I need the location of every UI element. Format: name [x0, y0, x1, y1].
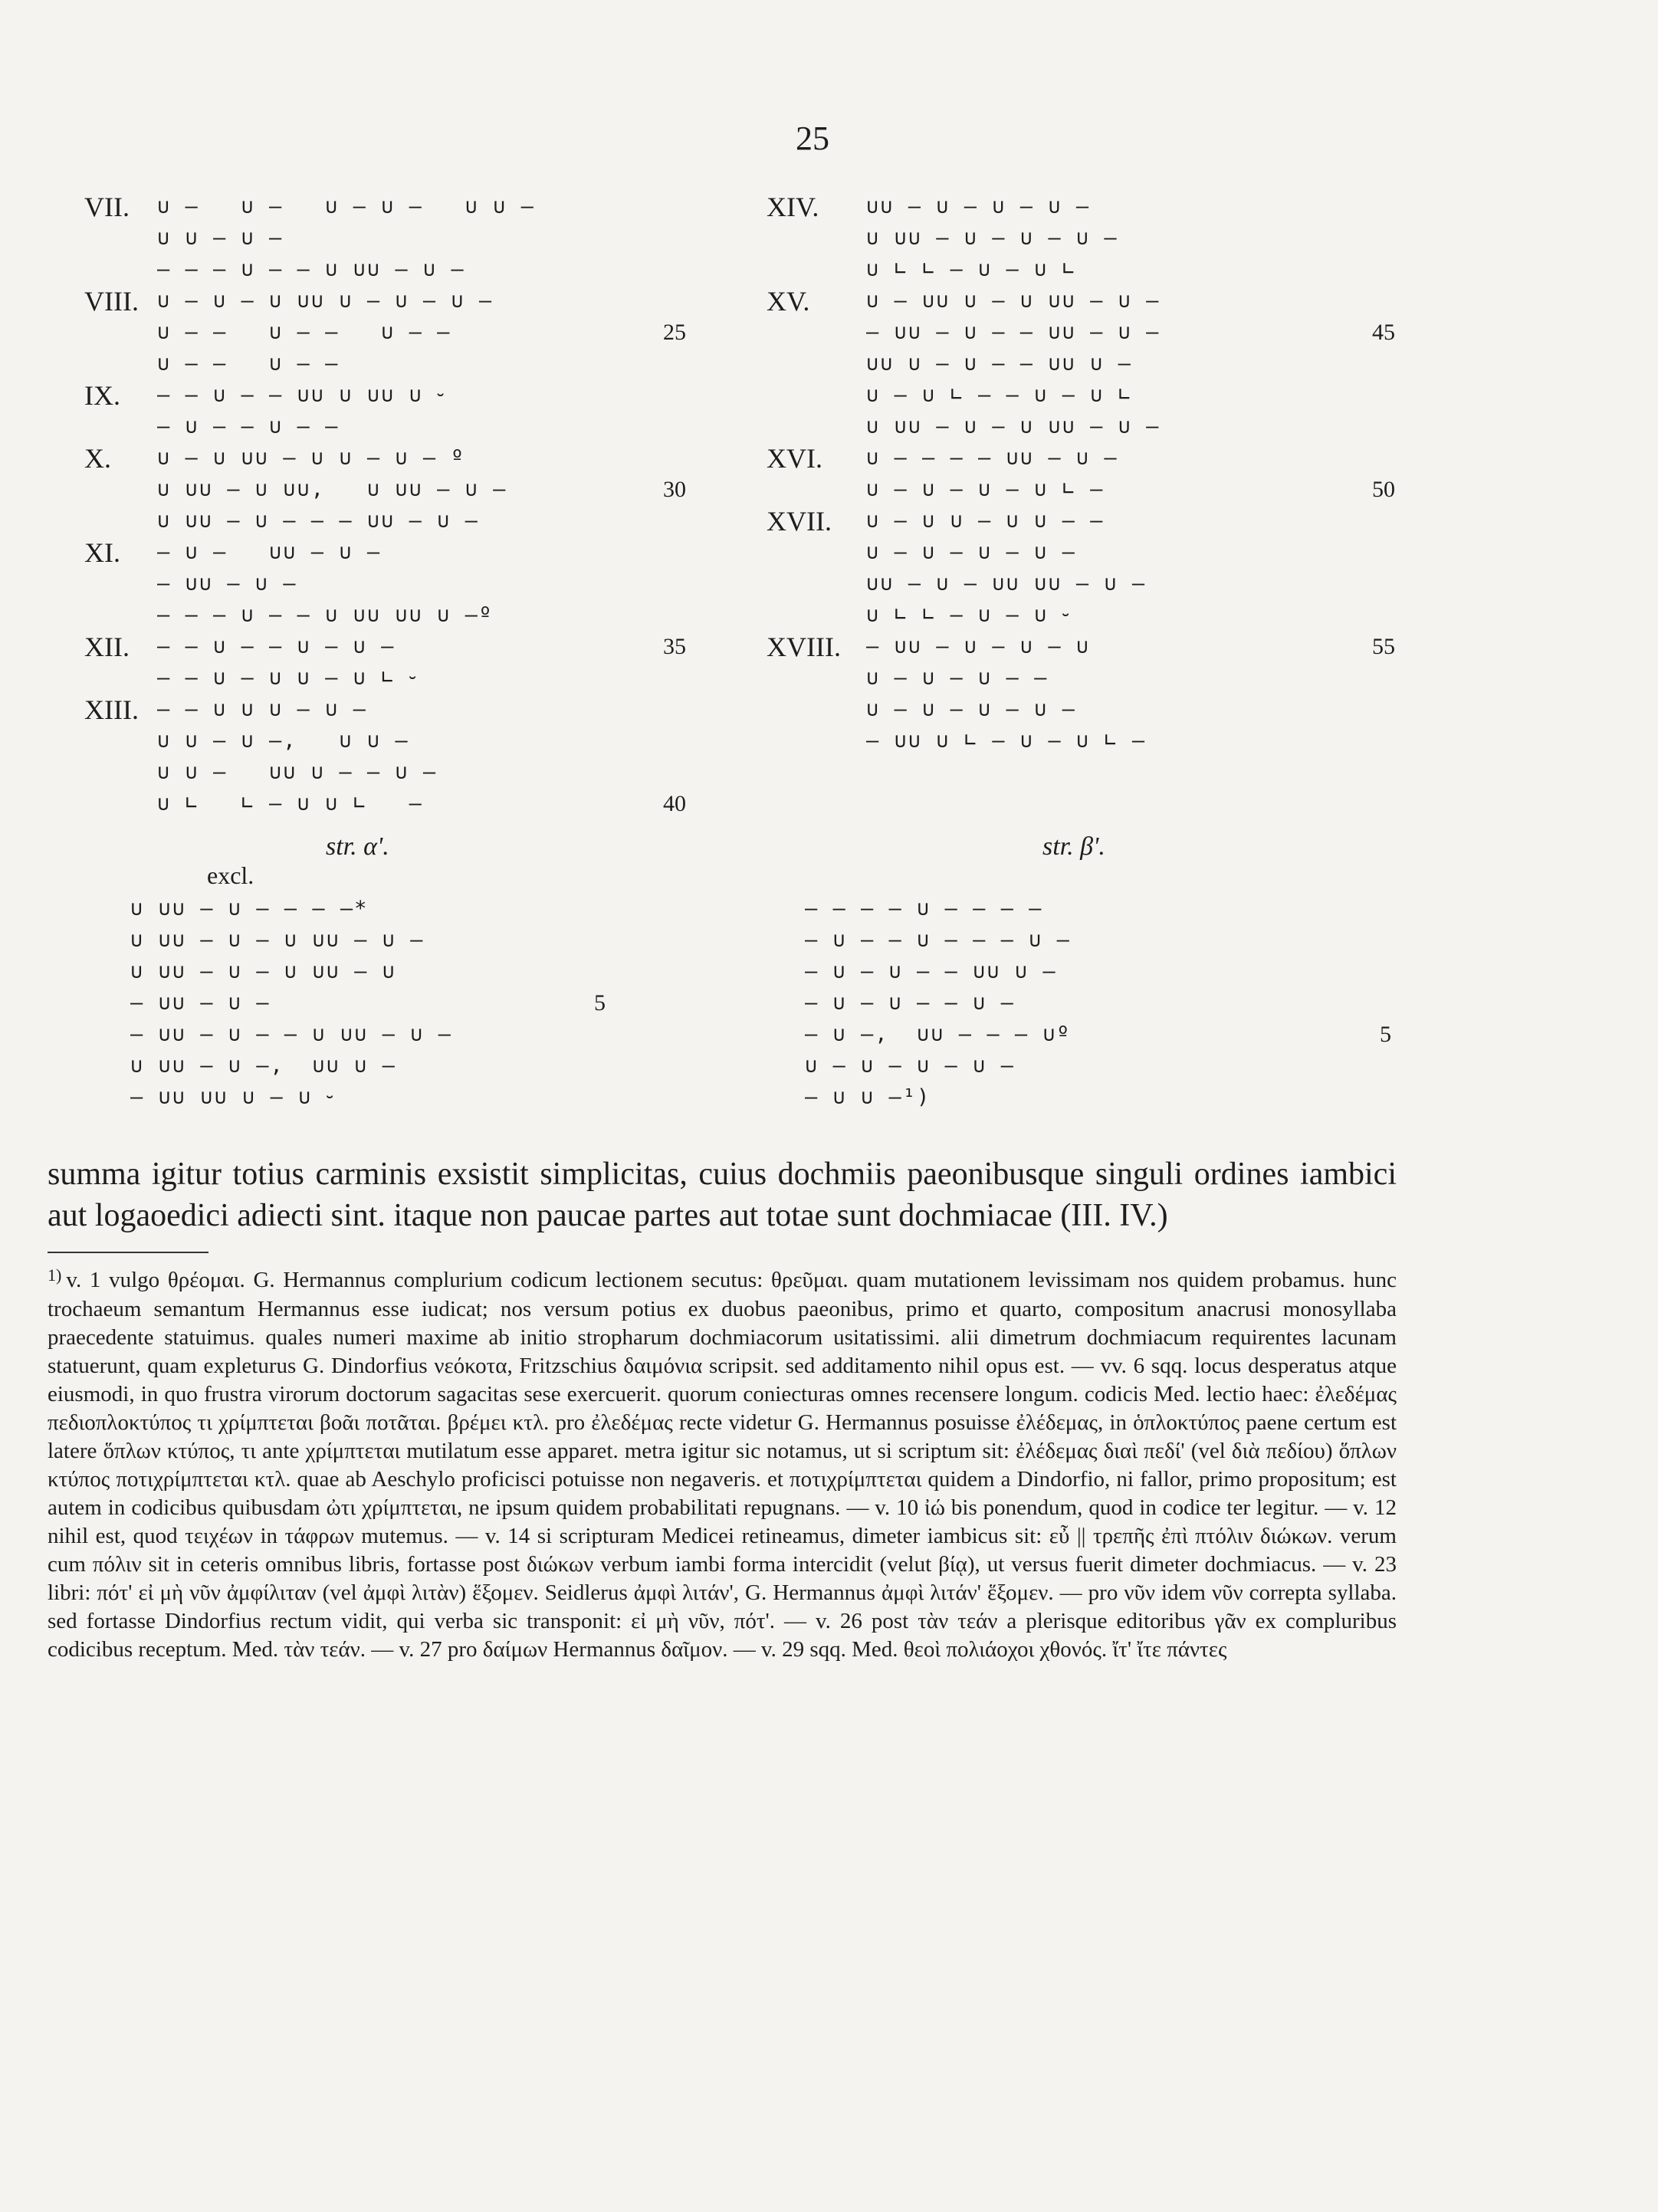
metrical-line: ∪ ∪∪ — ∪ — ∪ — ∪ — [866, 226, 1118, 250]
metrical-line: — ∪ —, ∪∪ — — — ∪º [805, 1022, 1071, 1046]
line-number: 25 [663, 320, 686, 345]
metrical-line: — ∪ — — ∪ — — — ∪ — [805, 928, 1071, 952]
line-number: 50 [1372, 477, 1395, 502]
metrical-line: ∪ — — ∪ — — ∪ — — [157, 320, 451, 344]
page-number: 25 [796, 120, 829, 157]
line-number: 40 [663, 791, 686, 816]
metrical-line: — — — ∪ — — ∪ ∪∪ — ∪ — [157, 258, 465, 281]
strophe-marker: str. α'. [326, 832, 389, 861]
metrical-line: ∪ — ∪ — ∪ — ∪ — [866, 697, 1076, 721]
summary-paragraph: summa igitur totius carminis exsistit simplicitas, cuius dochmiis paeonibusque singuli ordines iambici aut logaoedici adiecti sint. itaque non paucae partes aut totae sunt dochmiacae (III. IV.) [48, 1157, 1397, 1233]
metrical-line: ∪ — ∪ ∟ — — ∪ — ∪ ∟ [866, 383, 1132, 407]
metrical-line: ∪ — ∪ ∪ — ∪ ∪ — — [866, 509, 1105, 533]
strophe-label: XIV. [767, 192, 819, 222]
strophe-label: XII. [84, 632, 130, 662]
metrical-line: — ∪ — ∪ — — ∪∪ ∪ — [805, 960, 1057, 983]
strophe-label: XIII. [84, 694, 139, 725]
metrical-line: ∪ ∪ — ∪ — [157, 226, 284, 250]
metrical-line: ∪∪ — ∪ — ∪ — ∪ — [866, 195, 1091, 218]
metrical-line: ∪ — ∪ ∪∪ — ∪ ∪ — ∪ — º [157, 446, 465, 470]
metrical-line: — — ∪ ∪ ∪ — ∪ — [157, 697, 367, 721]
metrical-line: ∪ — ∪ — ∪ — ∪ — ∪ ∪ — [157, 195, 535, 218]
metrical-line: ∪ ∪ — ∪ —, ∪ ∪ — [157, 729, 409, 753]
metrical-line: ∪ ∪∪ — ∪ — ∪ ∪∪ — ∪ — [866, 415, 1161, 438]
metrical-line: ∪∪ — ∪ — ∪∪ ∪∪ — ∪ — [866, 572, 1147, 596]
metrical-line: — ∪∪ ∪ ∟ — ∪ — ∪ ∟ — [866, 729, 1147, 753]
metrical-line: — — ∪ — — ∪∪ ∪ ∪∪ ∪ ⏑ [157, 383, 446, 407]
strophe-label: IX. [84, 380, 120, 411]
line-number: 5 [1380, 1022, 1391, 1047]
metrical-line: ∪ — ∪ — ∪ — ∪ — [805, 1054, 1015, 1078]
strophe-label: VII. [84, 192, 130, 222]
metrical-scheme-right [767, 192, 1625, 1150]
footnote-rule [48, 1252, 208, 1253]
metrical-line: ∪ ∪∪ — ∪ — — — ∪∪ — ∪ — [157, 509, 479, 533]
metrical-line: — ∪∪ — ∪ — — ∪ ∪∪ — ∪ — [130, 1022, 452, 1046]
footnote-text: v. 1 vulgo θρέομαι. G. Hermannus complurium codicum lectionem secutus: θρεῦμαι. quam mutationem levissimam nos quidem probamus. hunc trochaeum semantum Hermannus esse iudicat; nos versum potius ex duobus paeonibus, primo et quarto, compositum anacrusi monosyllaba praecedente statuimus. quales numeri maxime ab initio stropharum dochmiacorum usitatissimi. alii dimetrum dochmiacum requirentes lacunam statuerunt, quam expleturus G. Dindorfius νεόκοτα, Fritzschius δαιμόνια scripsit. sed additamento nihil opus est. — vv. 6 sqq. locus desperatus atque eiusmodi, in quo frustra virorum doctorum sagacitas sese exercuerit. quorum coniecturas omnes recensere longum. codicis Med. lectio haec: ἐλεδέμας πεδιοπλοκτύπος τι χρίμπτεται βοᾶι ποτᾶται. βρέμει κτλ. pro ἐλεδέμας recte videtur G. Hermannus posuisse ἐλέδεμας, in ὁπλοκτύπος paene certum est latere ὅπλων κτύπος, τι ante χρίμπτεται mutilatum esse apparet. metra igitur sic notamus, ut si scriptum sit: ἐλέδεμας διαὶ πεδί' (vel διὰ πεδίου) ὅπλων κτύπος ποτιχρίμπτεται κτλ. quae ab Aeschylo proficisci potuisse non negaveris. et ποτιχρίμπτεται quidem a Dindorfio, ni fallor, primo propositum; est autem in codicibus quibusdam ὠτι χρίμπτεται, ne ipsum quidem probabilitati repugnans. — v. 10 ἰώ bis ponendum, quod in codice ter legitur. — v. 12 nihil est, quod τειχέων in τάφρων mutemus. — v. 14 si scripturam Medicei retineamus, dimeter iambicus sit: εὖ || τρεπῆς ἐπὶ πτόλιν διώκων. verum cum πόλιν sit in ceteris omnibus libris, fortasse post διώκων verbum iambi forma intercidit (velut βίᾳ), ut versus fuerit dimeter dochmiacus. — v. 23 libri: πότ' εἰ μὴ νῦν ἀμφίλιταν (vel ἀμφὶ λιτὰν) ἕξομεν. Seidlerus ἀμφὶ λιτάν', G. Hermannus ἀμφὶ λιτάν' ἕξομεν. — pro νῦν idem νῦν correpta syllaba. sed fortasse Dindorfius rectum vidit, qui verba sic transponit: εἰ μὴ νῦν, πότ'. — v. 26 post τὰν τεάν a plerisque editoribus γᾶν ex compluribus codicibus receptum. Med. τὰν τεάν. — v. 27 pro δαίμων Hermannus δαῖμον. — v. 29 sqq. Med. θεοὶ πολιάοχοι χθονός. ἴτ' ἴτε πάντες [48, 1268, 1397, 1662]
strophe-marker: str. β'. [1042, 832, 1105, 861]
metrical-line: ∪ — ∪ — ∪ ∪∪ ∪ — ∪ — ∪ — [157, 289, 494, 313]
footnote [48, 1266, 1397, 1664]
line-number: 35 [663, 634, 686, 659]
metrical-line: ∪ — ∪ — ∪ — ∪ ∟ — [866, 478, 1105, 501]
metrical-line: ∪ ∟ ∟ — ∪ ∪ ∟ — [157, 792, 423, 816]
metrical-line: ∪ ∪∪ — ∪ — — — —* [130, 897, 369, 921]
metrical-line: — ∪ — ∪ — — ∪ — [805, 991, 1015, 1015]
metrical-line: — ∪∪ — ∪ — [130, 991, 271, 1015]
metrical-line: — — — ∪ — — ∪ ∪∪ ∪∪ ∪ —º [157, 603, 494, 627]
metrical-line: ∪ — — ∪ — — [157, 352, 340, 376]
metrical-line: — ∪ ∪ —¹) [805, 1085, 931, 1109]
strophe-label: VIII. [84, 286, 139, 317]
metrical-line: ∪ ∪∪ — ∪ ∪∪, ∪ ∪∪ — ∪ — [157, 478, 507, 501]
metrical-scheme-left [84, 192, 721, 1150]
strophe-label: XI. [84, 537, 120, 568]
metrical-line: ∪∪ ∪ — ∪ — — ∪∪ ∪ — [866, 352, 1132, 376]
strophe-label: XVIII. [767, 632, 841, 662]
metrical-line: ∪ ∟ ∟ — ∪ — ∪ ∟ [866, 258, 1076, 281]
metrical-line: ∪ ∟ ∟ — ∪ — ∪ ⏑ [866, 603, 1071, 627]
line-number: 55 [1372, 634, 1395, 659]
metrical-line: ∪ — ∪ — ∪ — ∪ — [866, 540, 1076, 564]
footnote-marker: 1) [48, 1265, 62, 1285]
metrical-line: ∪ ∪∪ — ∪ — ∪ ∪∪ — ∪ [130, 960, 396, 983]
metrical-line: — ∪∪ ∪∪ ∪ — ∪ ⏑ [130, 1085, 335, 1109]
metrical-line: ∪ ∪∪ — ∪ —, ∪∪ ∪ — [130, 1054, 396, 1078]
strophe-label: X. [84, 443, 111, 474]
metrical-line: — ∪ — ∪∪ — ∪ — [157, 540, 382, 564]
metrical-line: — ∪∪ — ∪ — [157, 572, 297, 596]
metrical-line: ∪ — ∪∪ ∪ — ∪ ∪∪ — ∪ — [866, 289, 1161, 313]
metrical-line: — — — — ∪ — — — — [805, 897, 1043, 921]
line-number: 45 [1372, 320, 1395, 345]
strophe-label: XV. [767, 286, 810, 317]
metrical-line: — ∪∪ — ∪ — — ∪∪ — ∪ — [866, 320, 1161, 344]
metrical-line: ∪ ∪ — ∪∪ ∪ — — ∪ — [157, 760, 438, 784]
line-number: 30 [663, 477, 686, 502]
metrical-line: ∪ — — — — ∪∪ — ∪ — [866, 446, 1118, 470]
metrical-line: — ∪∪ — ∪ — ∪ — ∪ [866, 635, 1091, 658]
strophe-label: XVI. [767, 443, 822, 474]
line-number: 5 [594, 990, 606, 1016]
metrical-line: ∪ — ∪ — ∪ — — [866, 666, 1049, 690]
metrical-line: — — ∪ — ∪ ∪ — ∪ ∟ ⏑ [157, 666, 418, 690]
metrical-line: ∪ ∪∪ — ∪ — ∪ ∪∪ — ∪ — [130, 928, 425, 952]
metrical-line: — ∪ — — ∪ — — [157, 415, 340, 438]
metrical-line: — — ∪ — — ∪ — ∪ — [157, 635, 396, 658]
strophe-label: XVII. [767, 506, 832, 537]
excl-label: excl. [207, 861, 254, 889]
